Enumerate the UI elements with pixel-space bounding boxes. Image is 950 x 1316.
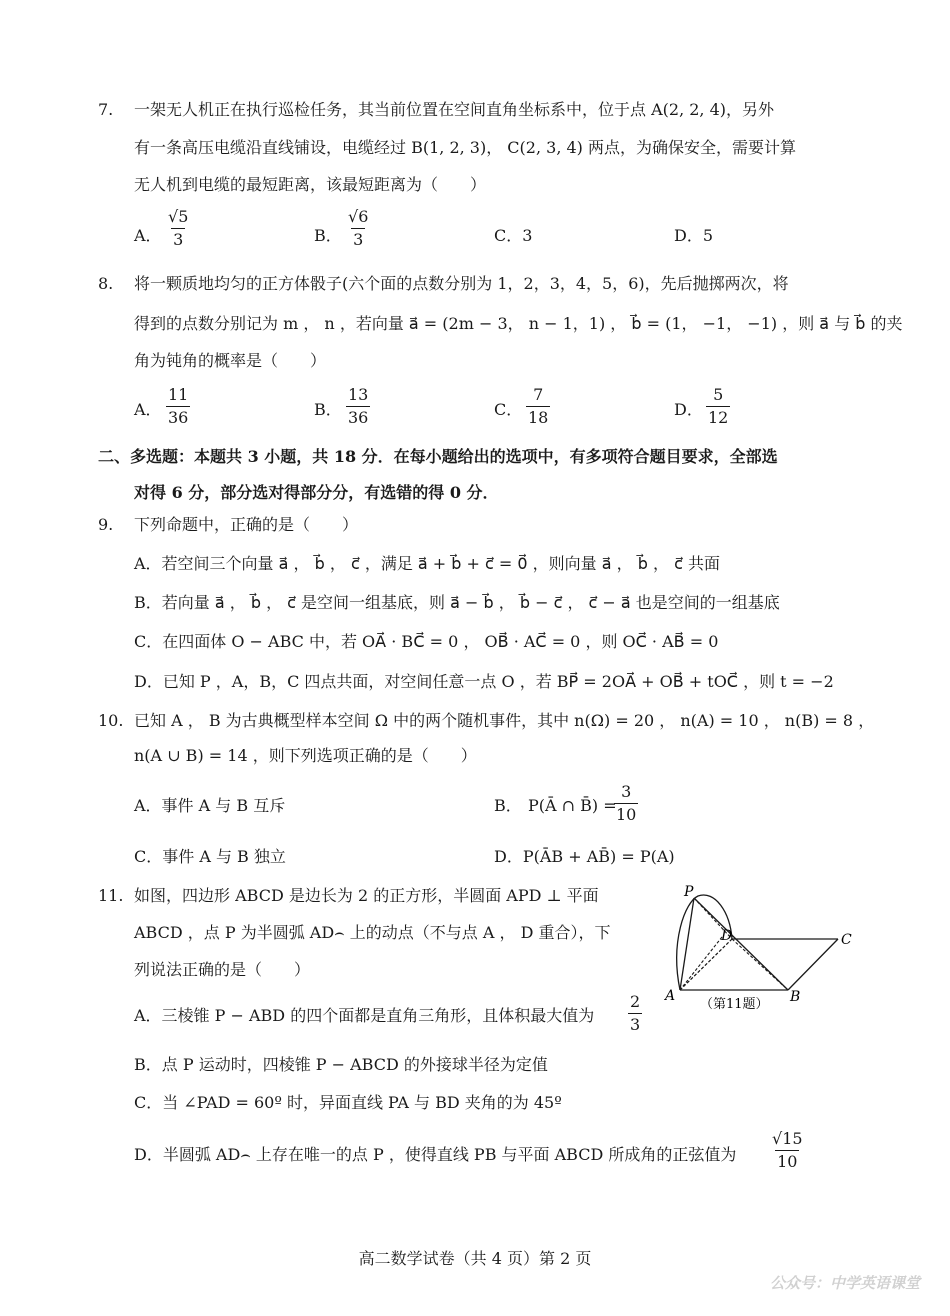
diag-ad-dashed [680,939,732,990]
q10-option-b-label: B． [494,796,522,815]
q8-line1: 将一颗质地均匀的正方体骰子(六个面的点数分别为 1，2，3，4，5，6)，先后抛掷两次，将 [134,274,789,293]
q11-option-a-fraction [628,993,642,1034]
q11-number: 11. [98,886,124,905]
q8-option-b-denominator: 36 [348,408,369,427]
q8-option-a-label: A． [134,400,162,419]
q7-option-a-numerator: √5 [168,207,189,226]
q7-option-a-label: A． [134,226,162,245]
q10-option-b-denominator: 10 [616,805,637,824]
q8-option-c-numerator: 7 [533,385,544,404]
q10-option-b-fraction [614,783,638,824]
label-a: A [665,988,676,1004]
label-b: B [790,989,801,1005]
q9-number: 9. [98,515,114,534]
q9-option-b: B．若向量 a⃗ ， b⃗ ， c⃗ 是空间一组基底，则 a⃗ − b⃗ ， b⃗ − c⃗ ， c⃗ − a⃗ 也是空间的一组基底 [134,593,780,612]
q7-option-b-numerator: √6 [348,207,369,226]
edge-pa [680,898,694,990]
q11-option-a-denominator: 3 [630,1015,641,1034]
q10-option-b-numerator: 3 [621,782,632,801]
q8-line2: 得到的点数分别记为 m ， n ，若向量 a⃗ = (2m − 3， n − 1，1) ， b⃗ = (1， −1， −1) ，则 a⃗ 与 b⃗ 的夹 [134,314,903,333]
q7-option-b-fraction [346,208,370,249]
q8-option-d-numerator: 5 [713,385,724,404]
q10-line1: 已知 A ， B 为古典概型样本空间 Ω 中的两个随机事件，其中 n(Ω) = 20 ， n(A) = 10 ， n(B) = 8 ， [134,711,875,730]
edge-pb [694,898,788,990]
q8-option-a-denominator: 36 [168,408,189,427]
q11-option-c: C．当 ∠PAD = 60º 时，异面直线 PA 与 BD 夹角的为 45º [134,1093,562,1112]
q11-figure [660,882,860,1022]
q10-option-d: D．P(ĀB + AB̄) = P(A) [494,847,675,866]
label-p: P [684,884,694,900]
q7-option-c: C．3 [494,226,533,245]
q10-option-a: A．事件 A 与 B 互斥 [134,796,286,815]
q9-stem: 下列命题中，正确的是（ ） [134,515,359,534]
q7-option-b-label: B． [314,226,342,245]
edge-bc [788,939,838,990]
q8-option-b-fraction [346,386,370,427]
q8-option-c-label: C． [494,400,523,419]
q7-option-b-denominator: 3 [353,230,364,249]
q8-option-a-numerator: 11 [168,385,189,404]
q11-option-d: D．半圆弧 AD⌢ 上存在唯一的点 P ，使得直线 PB 与平面 ABCD 所成角的正弦值为 [134,1145,737,1164]
q8-line3: 角为钝角的概率是（ ） [134,351,327,370]
section2-header-line2: 对得 6 分，部分选对得部分分，有选错的得 0 分． [134,483,499,502]
q9-option-a: A．若空间三个向量 a⃗ ， b⃗ ， c⃗ ，满足 a⃗ + b⃗ + c⃗ = 0⃗ ，则向量 a⃗ ， b⃗ ， c⃗ 共面 [134,554,720,573]
label-d: D [721,928,733,944]
q8-option-b-numerator: 13 [348,385,369,404]
q7-option-a-denominator: 3 [173,230,184,249]
q9-option-d: D．已知 P ，A，B，C 四点共面，对空间任意一点 O ，若 BP⃗ = 2OA⃗ + OB⃗ + tOC⃗ ，则 t = −2 [134,672,834,691]
q7-number: 7. [98,100,114,119]
q10-option-b-expression: P(Ā ∩ B̄) = [528,796,617,815]
q8-option-a-fraction [166,386,190,427]
q9-option-c: C．在四面体 O − ABC 中，若 OA⃗ · BC⃗ = 0 ， OB⃗ · AC⃗ = 0 ，则 OC⃗ · AB⃗ = 0 [134,632,719,651]
q8-number: 8. [98,274,114,293]
q11-line2: ABCD ，点 P 为半圆弧 AD⌢ 上的动点（不与点 A ， D 重合），下 [134,923,611,942]
q7-option-d: D．5 [674,226,714,245]
q11-option-a-numerator: 2 [630,992,641,1011]
q11-option-d-numerator: √15 [772,1129,803,1148]
q7-line2: 有一条高压电缆沿直线铺设，电缆经过 B(1, 2, 3)， C(2, 3, 4) 两点，为确保安全，需要计算 [134,138,796,157]
q8-option-c-fraction [526,386,550,427]
q7-line3: 无人机到电缆的最短距离，该最短距离为（ ） [134,175,487,194]
q8-option-b-label: B． [314,400,342,419]
section2-header-line1: 二、多选题：本题共 3 小题，共 18 分．在每小题给出的选项中，有多项符合题目要求，全部选 [98,447,778,466]
q11-option-a: A．三棱锥 P − ABD 的四个面都是直角三角形，且体积最大值为 [134,1006,595,1025]
q8-option-d-label: D． [674,400,703,419]
figure-caption: （第11题） [700,997,769,1012]
q11-line1: 如图，四边形 ABCD 是边长为 2 的正方形，半圆面 APD ⊥ 平面 [134,886,599,905]
q11-option-d-fraction [770,1130,805,1171]
q10-option-c: C．事件 A 与 B 独立 [134,847,286,866]
q10-line2: n(A ∪ B) = 14 ，则下列选项正确的是（ ） [134,746,477,765]
page-footer: 高二数学试卷（共 4 页）第 2 页 [358,1249,592,1268]
label-c: C [841,932,852,948]
q7-option-a-fraction [166,208,190,249]
q11-option-d-denominator: 10 [777,1152,798,1171]
watermark: 公众号：中学英语课堂 [769,1274,920,1292]
q11-line3: 列说法正确的是（ ） [134,960,311,979]
q10-number: 10. [98,711,124,730]
q7-line1: 一架无人机正在执行巡检任务，其当前位置在空间直角坐标系中，位于点 A(2, 2, 4)，另外 [134,100,775,119]
q8-option-d-fraction [706,386,730,427]
q11-option-b: B．点 P 运动时，四棱锥 P − ABCD 的外接球半径为定值 [134,1055,548,1074]
q8-option-c-denominator: 18 [528,408,549,427]
q8-option-d-denominator: 12 [708,408,729,427]
